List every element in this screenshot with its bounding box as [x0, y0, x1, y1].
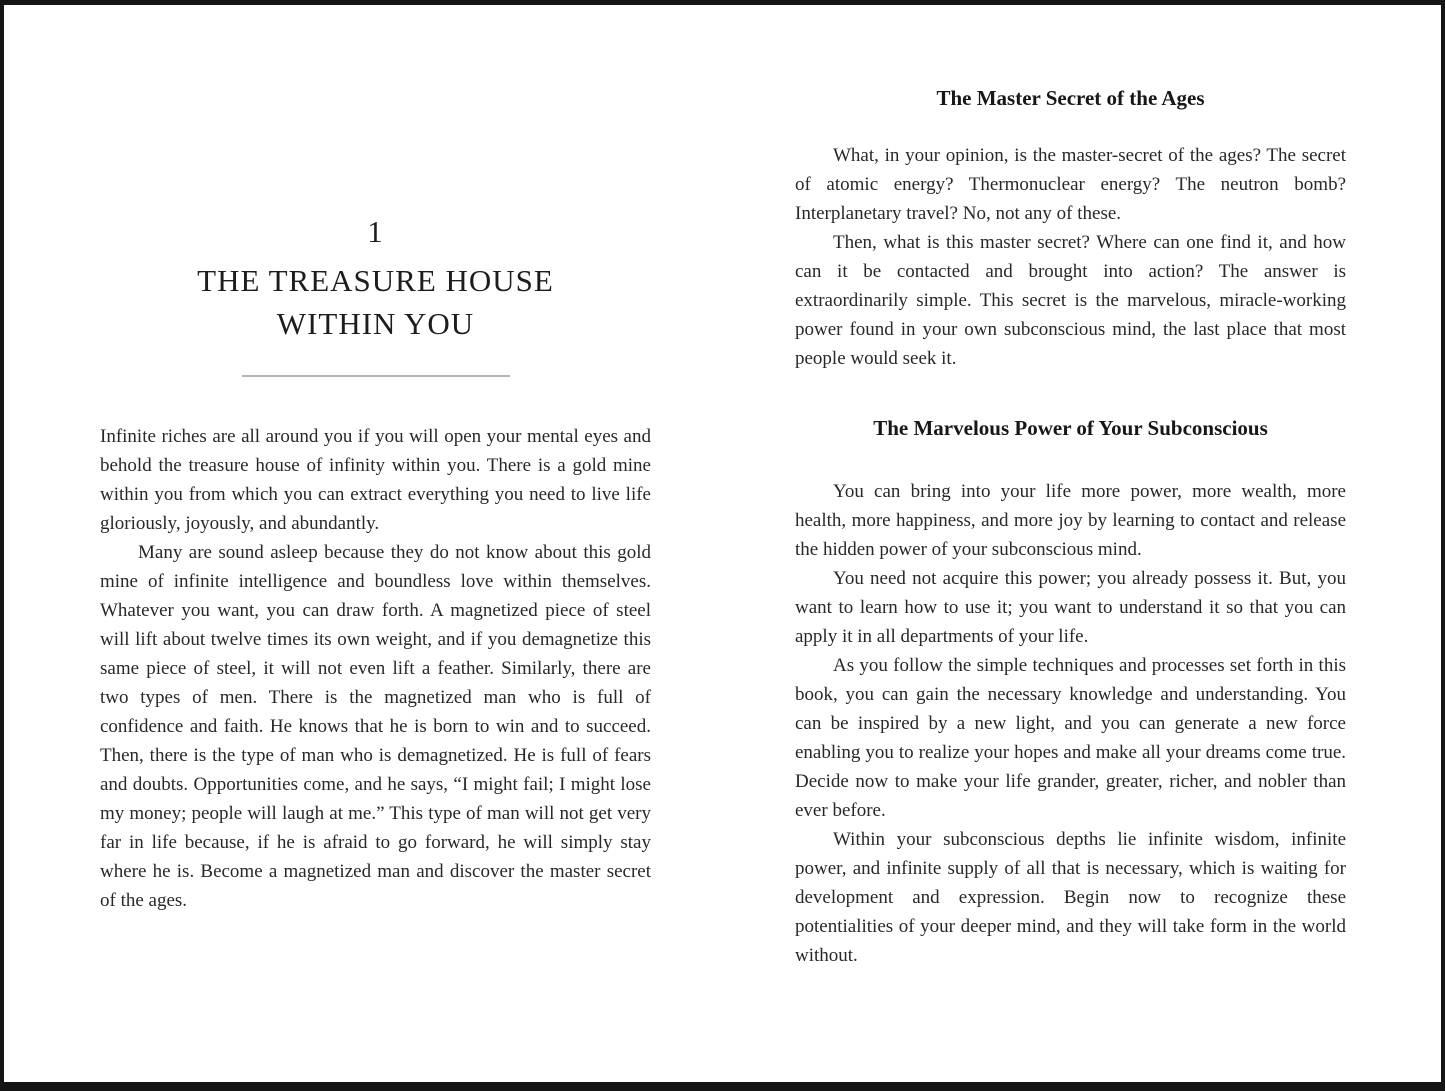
section-heading-marvelous-power: The Marvelous Power of Your Subconscious — [873, 416, 1268, 440]
chapter-title — [100, 259, 651, 345]
chapter-title-line-1: THE TREASURE HOUSE — [197, 263, 554, 298]
chapter-number: 1 — [367, 214, 384, 249]
body-paragraph: You need not acquire this power; you already possess it. But, you want to learn how to use it; you want to understand it so that you can apply it in all departments of your life. — [795, 568, 1346, 647]
chapter-title-divider — [242, 375, 510, 377]
right-page — [795, 5, 1346, 1082]
body-paragraph: Within your subconscious depths lie infinite wisdom, infinite power, and infinite supply of all that is necessary, which is waiting for development and expression. Begin now to recognize these potentialities of your deeper mind, and they will take form in the world without. — [795, 829, 1346, 966]
right-page-body — [795, 85, 1346, 970]
body-paragraph: Then, what is this master secret? Where can one find it, and how can it be contacted and brought into action? The answer is extraordinarily simple. This secret is the marvelous, miracle-working power found in your own subconscious mind, the last place that most people would seek it. — [795, 232, 1346, 369]
chapter-title-line-2: WITHIN YOU — [276, 306, 475, 341]
left-page — [100, 5, 651, 1082]
left-page-body — [100, 422, 651, 915]
body-paragraph: Many are sound asleep because they do not know about this gold mine of infinite intelligence and boundless love within themselves. Whatever you want, you can draw forth. A magnetized piece of steel will lift about twelve times its own weight, and if you demagnetize this same piece of steel, it will not even lift a feather. Similarly, there are two types of men. There is the magnetized man who is full of confidence and faith. He knows that he is born to win and to succeed. Then, there is the type of man who is demagnetized. He is full of fears and doubts. Opportunities come, and he says, “I might fail; I might lose my money; people will laugh at me.” This type of man will not get very far in life because, if he is afraid to go forward, he will simply stay where he is. Become a magnetized man and discover the master secret of the ages. — [100, 542, 651, 911]
book-spread-frame — [4, 5, 1441, 1082]
body-paragraph: You can bring into your life more power, more wealth, more health, more happiness, and more joy by learning to contact and release the hidden power of your subconscious mind. — [795, 481, 1346, 560]
body-paragraph: As you follow the simple techniques and processes set forth in this book, you can gain the necessary knowledge and understanding. You can be inspired by a new light, and you can generate a new force enabling you to realize your hopes and make all your dreams come true. Decide now to make your life grander, greater, richer, and nobler than ever before. — [795, 655, 1346, 821]
body-paragraph: Infinite riches are all around you if you will open your mental eyes and behold the treasure house of infinity within you. There is a gold mine within you from which you can extract everything you need to live life gloriously, joyously, and abundantly. — [100, 426, 651, 534]
body-paragraph: What, in your opinion, is the master-secret of the ages? The secret of atomic energy? Thermonuclear energy? The neutron bomb? Interplanetary travel? No, not any of these. — [795, 145, 1346, 224]
section-heading-master-secret: The Master Secret of the Ages — [936, 86, 1205, 110]
